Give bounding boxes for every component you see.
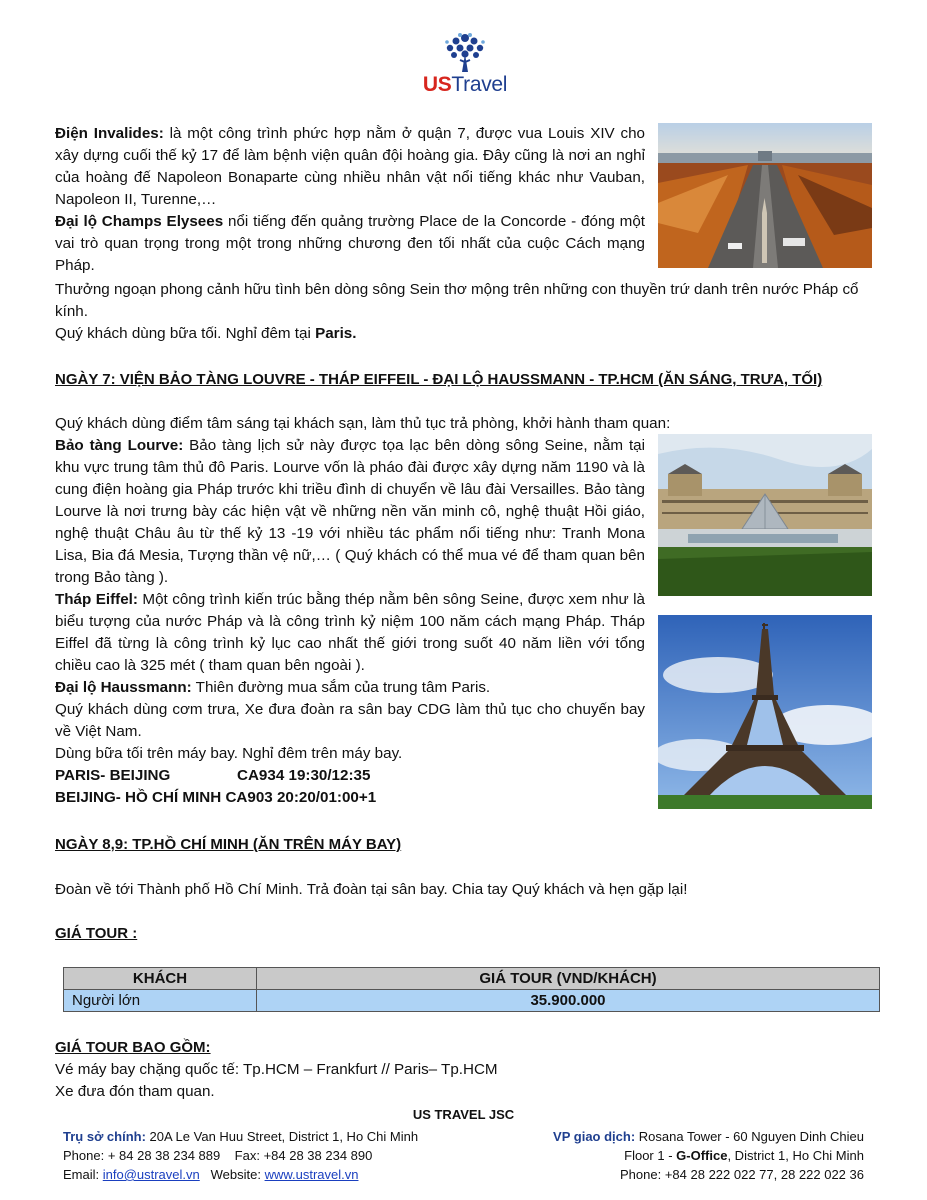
office-address: Rosana Tower - 60 Nguyen Dinh Chieu bbox=[635, 1129, 864, 1144]
logo-us: US bbox=[422, 73, 452, 96]
price-heading: GIÁ TOUR : bbox=[55, 925, 138, 942]
eiffel-tower-photo bbox=[658, 615, 872, 809]
website-link[interactable]: www.ustravel.vn bbox=[264, 1167, 359, 1182]
office-floor-pre: Floor 1 - bbox=[624, 1148, 677, 1163]
dinner-paris-line bbox=[55, 323, 875, 345]
day7-heading: NGÀY 7: VIỆN BẢO TÀNG LOUVRE - THÁP EIFFEIL - ĐẠI LỘ HAUSSMANN - TP.HCM (ĂN SÁNG, TRƯA, TỐI) bbox=[55, 371, 823, 388]
logo-travel: Travel bbox=[451, 73, 508, 96]
hq-address: 20A Le Van Huu Street, District 1, Ho Chi Minh bbox=[145, 1129, 419, 1144]
champs-elysees-paragraph bbox=[55, 211, 645, 277]
office-phone: Phone: +84 28 222 022 77, 28 222 022 36 bbox=[620, 1167, 864, 1182]
row-adult-label: Người lớn bbox=[64, 990, 257, 1012]
email-label: Email: bbox=[63, 1167, 103, 1182]
champs-elysees-text: nổi tiếng đến quảng trường Place de la Concorde - đóng một vai trò quan trọng trong một trong những chương đen tối nhất của cuộc Cách mạng Pháp. bbox=[55, 213, 645, 274]
website-label: Website: bbox=[199, 1167, 265, 1182]
invalides-text: là một công trình phức hợp nằm ở quận 7, được vua Louis XIV cho xây dựng cuối thế kỷ 17 để làm bệnh viện quân đội hoàng gia. Đây cũng là nơi an nghỉ của hoàng đế Napoleon Bonaparte cùng nhiều nhân vật nổi tiếng khác như Vauban, Napoleon II, Turenne,… bbox=[55, 125, 645, 208]
email-link[interactable]: info@ustravel.vn bbox=[102, 1167, 200, 1182]
includes-line-2: Xe đưa đón tham quan. bbox=[55, 1083, 215, 1100]
louvre-title: Bảo tàng Lourve: bbox=[55, 437, 184, 454]
us-travel-logo bbox=[410, 30, 520, 100]
col-guest-header: KHÁCH bbox=[64, 968, 257, 990]
flight-2-info: CA903 20:20/01:00+1 bbox=[225, 789, 377, 806]
footer-right bbox=[553, 1127, 864, 1184]
price-table bbox=[63, 967, 880, 1012]
row-adult-price: 35.900.000 bbox=[257, 990, 880, 1012]
champs-elysees-title: Đại lộ Champs Elysees bbox=[55, 213, 224, 230]
dinner-plane-line: Dùng bữa tối trên máy bay. Nghỉ đêm trên máy bay. bbox=[55, 745, 403, 762]
flight-1 bbox=[55, 765, 645, 787]
haussmann-text: Thiên đường mua sắm của trung tâm Paris. bbox=[191, 679, 491, 696]
invalides-paragraph bbox=[55, 123, 645, 277]
louvre-paragraph bbox=[55, 435, 645, 809]
flight-2-route: BEIJING- HỒ CHÍ MINH bbox=[55, 789, 222, 806]
includes-list bbox=[55, 1059, 875, 1103]
hq-phone-fax: Phone: + 84 28 38 234 889 Fax: +84 28 38 234 890 bbox=[63, 1148, 373, 1163]
col-price-header: GIÁ TOUR (VND/KHÁCH) bbox=[257, 968, 880, 990]
logo-wordmark bbox=[410, 74, 520, 96]
eiffel-text: Một công trình kiến trúc bằng thép nằm bên sông Seine, được xem như là biểu tượng của nước Pháp và là công trình kỷ niệm 100 năm cách mạng Pháp. Tháp Eiffel đã từng là công trình kỷ lục cao nhất thế giới trong suốt 40 năm liền với tổng chiều cao là 325 mét ( tham quan bên ngoài ). bbox=[55, 591, 645, 674]
eiffel-paragraph bbox=[55, 589, 645, 677]
seine-paragraph bbox=[55, 279, 875, 345]
day89-heading: NGÀY 8,9: TP.HỒ CHÍ MINH (ĂN TRÊN MÁY BAY) bbox=[55, 836, 402, 853]
office-floor-post: , District 1, Ho Chi Minh bbox=[727, 1148, 864, 1163]
includes-line-1: Vé máy bay chặng quốc tế: Tp.HCM – Frankfurt // Paris– Tp.HCM bbox=[55, 1061, 498, 1078]
seine-text: Thưởng ngoạn phong cảnh hữu tình bên dòng sông Sein thơ mộng trên những con thuyền trứ danh trên nước Pháp cổ kính. bbox=[55, 281, 859, 320]
day7-intro: Quý khách dùng điểm tâm sáng tại khách sạn, làm thủ tục trả phòng, khởi hành tham quan: bbox=[55, 415, 671, 432]
haussmann-paragraph bbox=[55, 677, 645, 699]
office-label: VP giao dịch: bbox=[553, 1129, 636, 1144]
louvre-photo bbox=[658, 434, 872, 596]
haussmann-title: Đại lộ Haussmann: bbox=[55, 679, 192, 696]
louvre-text: Bảo tàng lịch sử này được tọa lạc bên dòng sông Seine, nằm tại khu vực trung tâm thủ đô Paris. Lourve vốn là pháo đài được xây dựng năm 1190 và là cung điện hoàng gia Pháp trước khi triều đình di chuyển về lâu đài Versailles. Bảo tàng Lourve là nơi trưng bày các hiện vật về những nền văn minh cô, nghệ thuật Hồi giáo, nghệ thuật Châu âu từ thế kỷ 13 -19 với nhiều tác phẩm nổi tiếng như: Tranh Mona Lisa, Bia đá Mesia, Tượng thần vệ nữ,… ( Quý khách có thể mua vé để tham quan bên trong Bảo tàng ). bbox=[55, 437, 645, 586]
dinner-paris-text: Quý khách dùng bữa tối. Nghỉ đêm tại bbox=[55, 325, 316, 342]
tree-icon bbox=[442, 30, 488, 74]
flight-2 bbox=[55, 787, 645, 809]
price-table-header bbox=[64, 968, 880, 990]
footer-left bbox=[63, 1127, 418, 1184]
flight-1-info: CA934 19:30/12:35 bbox=[237, 767, 371, 784]
invalides-title: Điện Invalides: bbox=[55, 125, 164, 142]
eiffel-title: Tháp Eiffel: bbox=[55, 591, 138, 608]
flight-1-route: PARIS- BEIJING bbox=[55, 767, 171, 784]
champs-elysees-photo bbox=[658, 123, 872, 268]
includes-heading: GIÁ TOUR BAO GỒM: bbox=[55, 1039, 211, 1056]
table-row bbox=[64, 990, 880, 1012]
footer-company: US TRAVEL JSC bbox=[412, 1107, 515, 1122]
paris-bold: Paris. bbox=[315, 325, 357, 342]
day89-text: Đoàn về tới Thành phố Hồ Chí Minh. Trả đoàn tại sân bay. Chia tay Quý khách và hẹn gặp lại! bbox=[55, 881, 688, 898]
lunch-line: Quý khách dùng cơm trưa, Xe đưa đoàn ra sân bay CDG làm thủ tục cho chuyến bay về Việt Nam. bbox=[55, 701, 645, 740]
office-floor-bold: G-Office bbox=[676, 1148, 728, 1163]
hq-label: Trụ sở chính: bbox=[63, 1129, 146, 1144]
